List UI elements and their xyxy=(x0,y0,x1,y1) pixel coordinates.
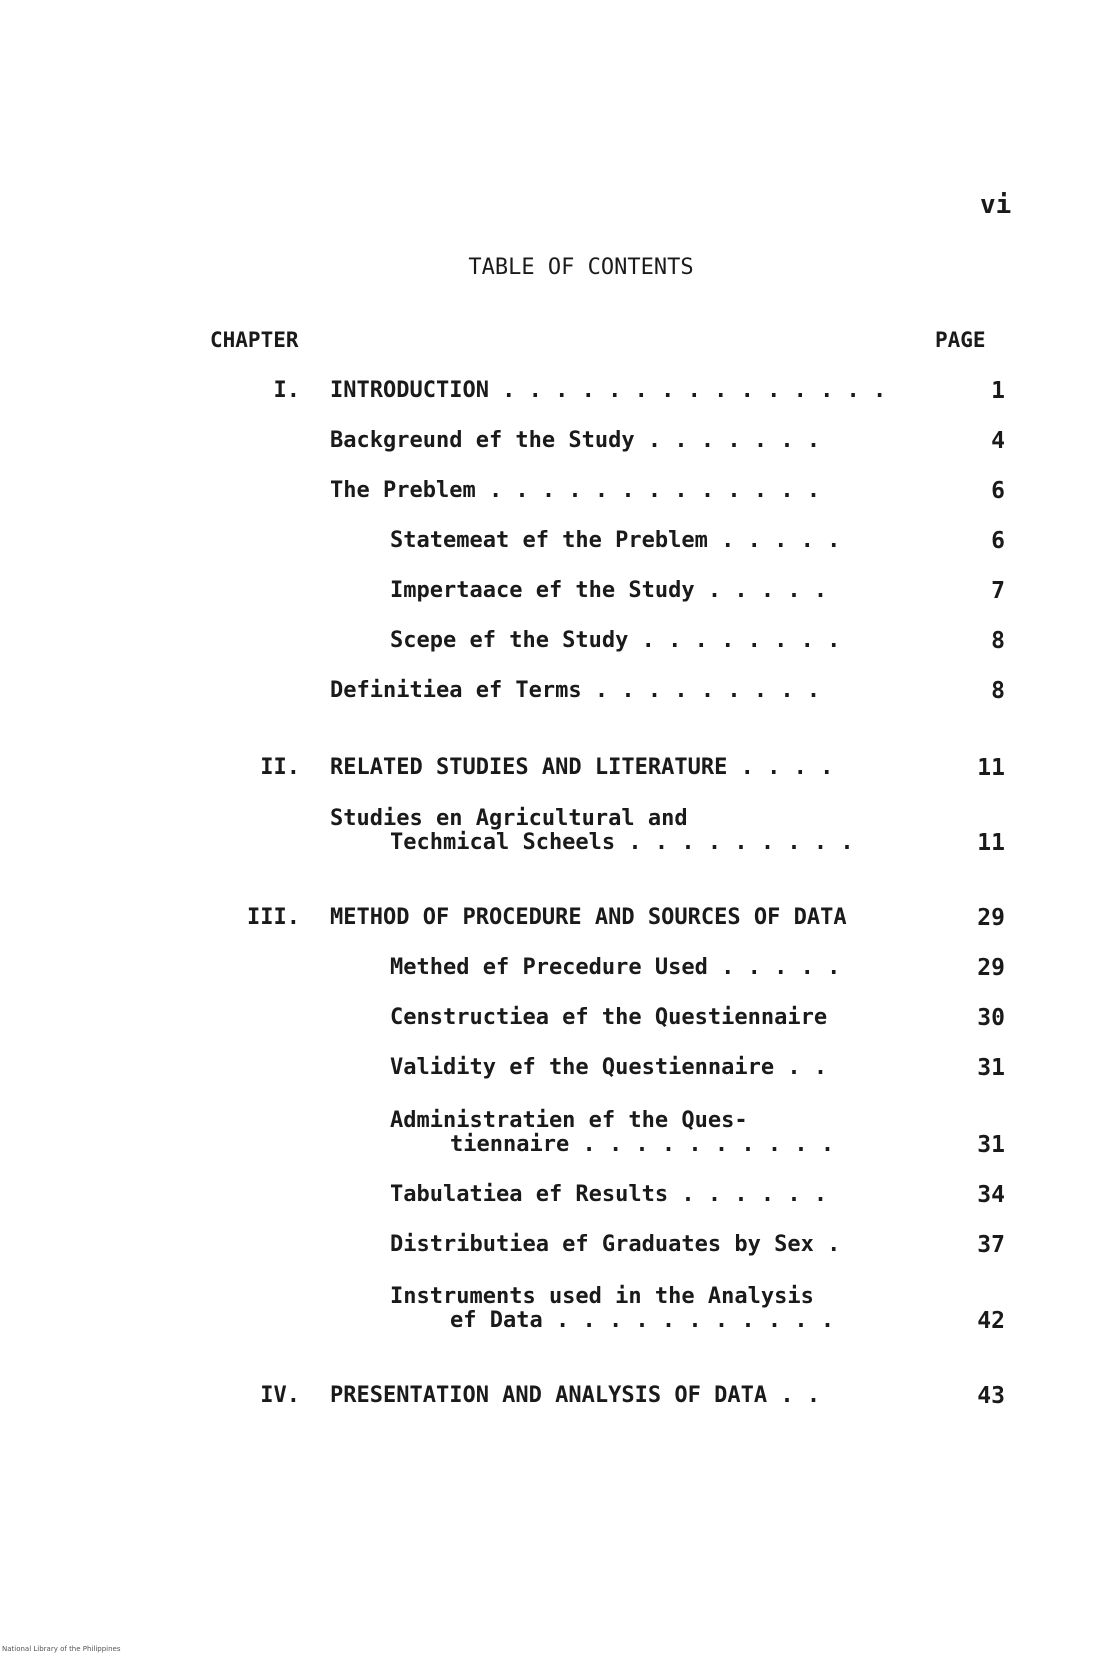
toc-entry-text: The Preblem . . . . . . . . . . . . . xyxy=(330,478,821,503)
toc-entry-text: Scepe ef the Study . . . . . . . . xyxy=(390,628,841,653)
toc-page-number: 42 xyxy=(977,1308,1005,1334)
toc-page-number: 34 xyxy=(977,1182,1005,1208)
chapter-column-header: CHAPTER xyxy=(210,328,299,352)
toc-entry-text: ef Data . . . . . . . . . . . xyxy=(450,1308,835,1333)
toc-page-number: 30 xyxy=(977,1005,1005,1031)
toc-page-number: 37 xyxy=(977,1232,1005,1258)
toc-chapter-number: III. xyxy=(247,905,300,930)
toc-entry-text: RELATED STUDIES AND LITERATURE . . . . xyxy=(330,755,834,780)
toc-chapter-number: IV. xyxy=(260,1383,300,1408)
toc-page-number: 11 xyxy=(977,755,1005,781)
toc-entry-text: Statemeat ef the Preblem . . . . . xyxy=(390,528,841,553)
toc-chapter-number: I. xyxy=(273,378,300,403)
toc-entry-text: Validity ef the Questiennaire . . xyxy=(390,1055,828,1080)
toc-page-number: 11 xyxy=(977,830,1005,856)
toc-chapter-number: II. xyxy=(260,755,300,780)
toc-entry-text: Techmical Scheels . . . . . . . . . xyxy=(390,830,854,855)
toc-page-number: 1 xyxy=(991,378,1005,404)
toc-entry-text: Tabulatiea ef Results . . . . . . xyxy=(390,1182,828,1207)
toc-entry-text: tiennaire . . . . . . . . . . xyxy=(450,1132,835,1157)
toc-entry-text: INTRODUCTION . . . . . . . . . . . . . . . xyxy=(330,378,887,403)
toc-page-number: 6 xyxy=(991,528,1005,554)
toc-page-number: 29 xyxy=(977,905,1005,931)
toc-page-number: 6 xyxy=(991,478,1005,504)
toc-entry-text: Definitiea ef Terms . . . . . . . . . xyxy=(330,678,821,703)
toc-entry-text: Censtructiea ef the Questiennaire xyxy=(390,1005,828,1030)
toc-page-number: 29 xyxy=(977,955,1005,981)
toc-page-number: 43 xyxy=(977,1383,1005,1409)
toc-page-number: 4 xyxy=(991,428,1005,454)
toc-entry-text: Backgreund ef the Study . . . . . . . xyxy=(330,428,821,453)
toc-page-number: 8 xyxy=(991,678,1005,704)
toc-entry-text: Methed ef Precedure Used . . . . . xyxy=(390,955,841,980)
toc-entry-text: METHOD OF PROCEDURE AND SOURCES OF DATA xyxy=(330,905,847,930)
page-column-header: PAGE xyxy=(935,328,986,352)
toc-entry-text: Studies en Agricultural and xyxy=(330,806,688,831)
toc-entry-text: PRESENTATION AND ANALYSIS OF DATA . . xyxy=(330,1383,821,1408)
toc-entry-text: Impertaace ef the Study . . . . . xyxy=(390,578,828,603)
toc-page-number: 7 xyxy=(991,578,1005,604)
footer-library-stamp: National Library of the Philippines xyxy=(2,1645,121,1653)
page-title: TABLE OF CONTENTS xyxy=(468,255,694,280)
toc-entry-text: Administratien ef the Ques- xyxy=(390,1108,748,1133)
page-number: vi xyxy=(980,190,1012,220)
toc-page-number: 8 xyxy=(991,628,1005,654)
toc-page-number: 31 xyxy=(977,1055,1005,1081)
toc-entry-text: Distributiea ef Graduates by Sex . xyxy=(390,1232,841,1257)
toc-page-number: 31 xyxy=(977,1132,1005,1158)
toc-entry-text: Instruments used in the Analysis xyxy=(390,1284,814,1309)
